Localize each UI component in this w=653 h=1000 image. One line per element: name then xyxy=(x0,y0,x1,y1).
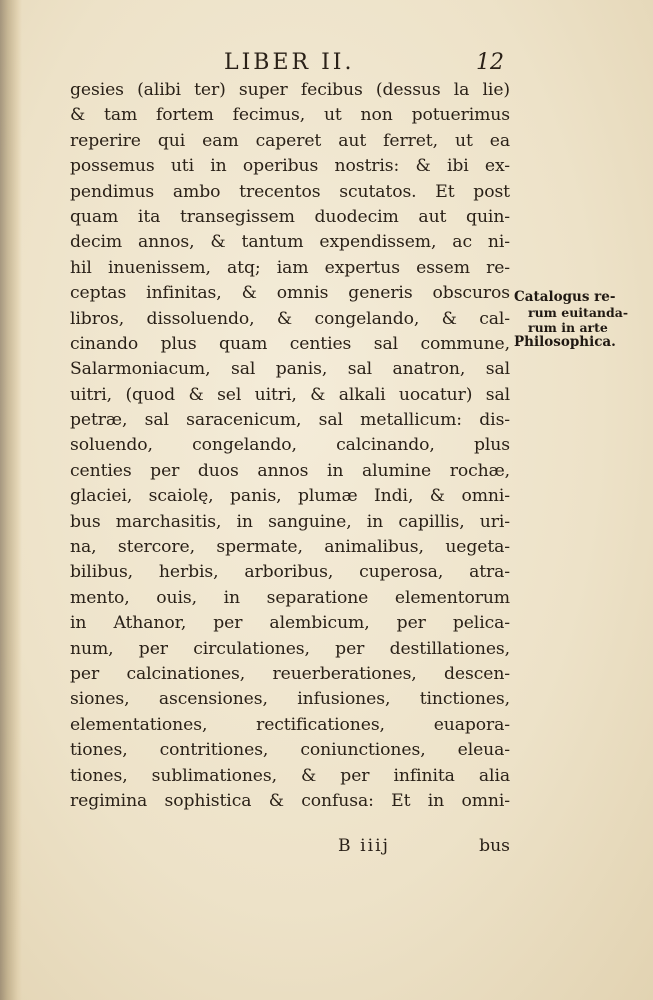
marginal-note xyxy=(514,290,649,350)
text-line: uitri, (quod & sel uitri, & alkali uocatur) sal xyxy=(70,384,510,405)
page-footer-line xyxy=(70,833,510,859)
marginal-note-line: Philosophica. xyxy=(514,334,616,350)
text-line: tiones, contritiones, coniunctiones, eleua- xyxy=(70,740,510,761)
page-gutter-shadow xyxy=(0,0,22,1000)
text-line: pendimus ambo trecentos scutatos. Et post xyxy=(70,181,510,202)
catchword: bus xyxy=(479,836,510,856)
text-line: petræ, sal saracenicum, sal metallicum: dis- xyxy=(70,410,510,431)
text-line: tiones, sublimationes, & per infinita alia xyxy=(70,765,510,786)
text-line: regimina sophistica & confusa: Et in omni- xyxy=(70,790,510,811)
text-line: centies per duos annos in alumine rochæ, xyxy=(70,460,510,481)
text-line: soluendo, congelando, calcinando, plus xyxy=(70,435,510,456)
text-line: glaciei, scaiolę, panis, plumæ Indi, & omni- xyxy=(70,486,510,507)
page-header xyxy=(0,50,653,76)
text-line: Salarmoniacum, sal panis, sal anatron, sal xyxy=(70,359,510,380)
text-line: hil inuenissem, atq; iam expertus essem re- xyxy=(70,257,510,278)
text-line: gesies (alibi ter) super fecibus (dessus la lie) xyxy=(70,80,510,100)
text-line: na, stercore, spermate, animalibus, uegeta- xyxy=(70,537,510,558)
text-line: decim annos, & tantum expendissem, ac ni- xyxy=(70,232,510,253)
text-line: cinando plus quam centies sal commune, xyxy=(70,333,510,354)
text-line: quam ita transegissem duodecim aut quin- xyxy=(70,206,510,227)
text-line: ceptas infinitas, & omnis generis obscuros xyxy=(70,283,510,304)
text-line: in Athanor, per alembicum, per pelica- xyxy=(70,613,510,634)
text-line: per calcinationes, reuerberationes, descen- xyxy=(70,663,510,684)
folio-number: 12 xyxy=(476,50,504,75)
text-line: mento, ouis, in separatione elementorum xyxy=(70,587,510,608)
text-line: siones, ascensiones, infusiones, tinctiones, xyxy=(70,689,510,710)
main-text-block xyxy=(70,78,510,856)
text-line: libros, dissoluendo, & congelando, & cal- xyxy=(70,308,510,329)
text-line: elementationes, rectificationes, euapora- xyxy=(70,714,510,735)
text-line: num, per circulationes, per destillationes, xyxy=(70,638,510,659)
running-title: LIBER II. xyxy=(224,50,355,75)
text-line: bus marchasitis, in sanguine, in capillis, uri- xyxy=(70,511,510,532)
signature-mark: B iiij xyxy=(338,836,390,856)
text-line: reperire qui eam caperet aut ferret, ut ea xyxy=(70,130,510,151)
text-line: bilibus, herbis, arboribus, cuperosa, atra- xyxy=(70,562,510,583)
text-line: & tam fortem fecimus, ut non potuerimus xyxy=(70,105,510,126)
marginal-note-line: rum euitanda- xyxy=(528,305,629,320)
text-line: possemus uti in operibus nostris: & ibi ex- xyxy=(70,156,510,177)
marginal-note-line: rum in arte xyxy=(528,320,608,335)
marginal-note-line: Catalogus re- xyxy=(514,289,616,305)
